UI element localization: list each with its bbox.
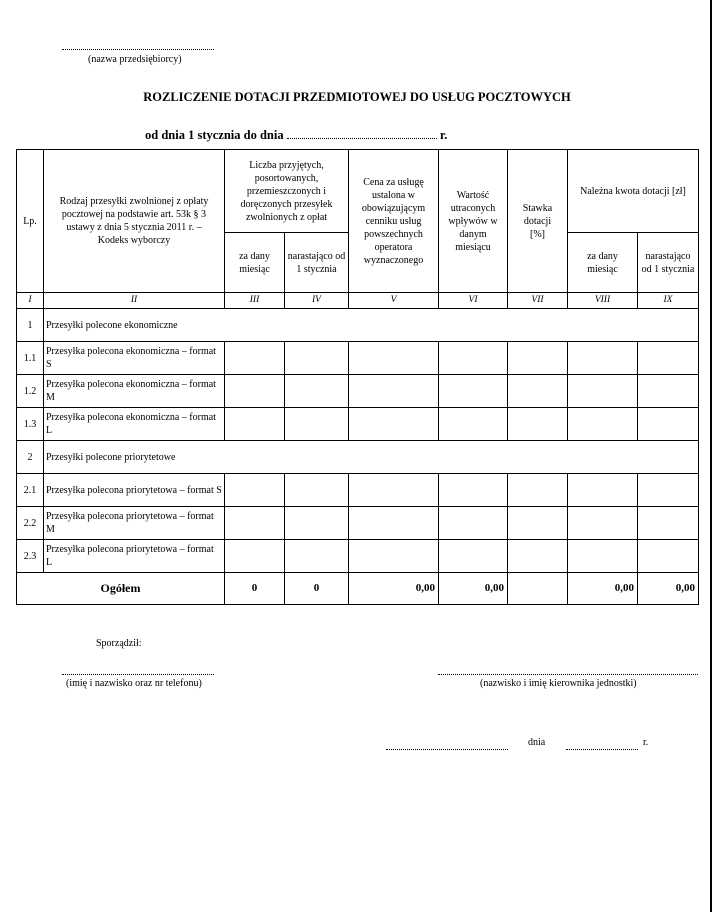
manager-signature-line[interactable] — [438, 674, 698, 675]
input-cell[interactable] — [638, 408, 699, 441]
col-type-header: Rodzaj przesyłki zwolnionej z opłaty pocztowej na podstawie art. 53k § 3 ustawy z dnia 5 stycznia 2011 r. – Kodeks wyborczy — [44, 150, 225, 293]
col-rate-header: Stawka dotacji [%] — [508, 150, 568, 293]
total-due-cumulative: 0,00 — [638, 573, 699, 605]
section-label: Przesyłki polecone ekonomiczne — [44, 309, 699, 342]
col-due-cumulative-header: narastająco od 1 stycznia — [638, 233, 699, 293]
col-cumulative-header: narastająco od 1 stycznia — [285, 233, 349, 293]
input-cell[interactable] — [349, 408, 439, 441]
total-label: Ogółem — [17, 573, 225, 605]
input-cell[interactable] — [439, 474, 508, 507]
input-cell[interactable] — [349, 540, 439, 573]
page-title: ROZLICZENIE DOTACJI PRZEDMIOTOWEJ DO USŁUG POCZTOWYCH — [143, 90, 571, 104]
input-cell[interactable] — [439, 408, 508, 441]
roman-cell: IV — [285, 293, 349, 309]
row-label: Przesyłka polecona ekonomiczna – format M — [44, 375, 225, 408]
place-field[interactable] — [386, 749, 508, 750]
input-cell[interactable] — [568, 507, 638, 540]
input-cell[interactable] — [638, 507, 699, 540]
table-row — [17, 408, 699, 441]
input-cell[interactable] — [225, 474, 285, 507]
table-row — [17, 375, 699, 408]
input-cell[interactable] — [349, 375, 439, 408]
row-lp: 2 — [17, 441, 44, 474]
input-cell[interactable] — [508, 474, 568, 507]
input-cell[interactable] — [568, 375, 638, 408]
col-month-header: za dany miesiąc — [225, 233, 285, 293]
input-cell[interactable] — [285, 474, 349, 507]
period-suffix: r. — [439, 128, 448, 142]
col-price-header: Cena za usługę ustalona w obowiązującym cenniku usług powszechnych operatora wyznaczonego — [349, 150, 439, 293]
header-row-1 — [17, 150, 699, 233]
input-cell[interactable] — [508, 375, 568, 408]
input-cell[interactable] — [508, 342, 568, 375]
roman-cell: VIII — [568, 293, 638, 309]
row-lp: 2.1 — [17, 474, 44, 507]
input-cell[interactable] — [225, 540, 285, 573]
input-cell[interactable] — [638, 342, 699, 375]
input-cell[interactable] — [285, 507, 349, 540]
total-row — [17, 573, 699, 605]
input-cell[interactable] — [508, 507, 568, 540]
roman-cell: IX — [638, 293, 699, 309]
input-cell[interactable] — [568, 342, 638, 375]
period-date-field[interactable] — [287, 128, 437, 139]
row-lp: 2.2 — [17, 507, 44, 540]
input-cell[interactable] — [439, 342, 508, 375]
table-row — [17, 507, 699, 540]
roman-cell: III — [225, 293, 285, 309]
input-cell[interactable] — [285, 540, 349, 573]
input-cell[interactable] — [439, 375, 508, 408]
section-label: Przesyłki polecone priorytetowe — [44, 441, 699, 474]
input-cell[interactable] — [568, 474, 638, 507]
row-lp: 2.3 — [17, 540, 44, 573]
row-label: Przesyłka polecona priorytetowa – format M — [44, 507, 225, 540]
row-lp: 1 — [17, 309, 44, 342]
input-cell[interactable] — [439, 540, 508, 573]
section-row-economy — [17, 309, 699, 342]
row-label: Przesyłka polecona ekonomiczna – format S — [44, 342, 225, 375]
total-price: 0,00 — [349, 573, 439, 605]
table-row — [17, 342, 699, 375]
input-cell[interactable] — [349, 474, 439, 507]
row-label: Przesyłka polecona ekonomiczna – format L — [44, 408, 225, 441]
roman-cell: II — [44, 293, 225, 309]
row-lp: 1.3 — [17, 408, 44, 441]
year-suffix: r. — [643, 737, 649, 748]
input-cell[interactable] — [349, 507, 439, 540]
roman-cell: VII — [508, 293, 568, 309]
input-cell[interactable] — [225, 375, 285, 408]
prepared-by-label: Sporządził: — [96, 638, 142, 649]
preparer-caption: (imię i nazwisko oraz nr telefonu) — [66, 678, 202, 689]
input-cell[interactable] — [568, 540, 638, 573]
input-cell[interactable] — [568, 408, 638, 441]
col-lp-header: Lp. — [17, 150, 44, 293]
company-caption: (nazwa przedsiębiorcy) — [88, 54, 182, 65]
input-cell[interactable] — [638, 540, 699, 573]
input-cell[interactable] — [285, 375, 349, 408]
roman-cell: V — [349, 293, 439, 309]
total-lost: 0,00 — [439, 573, 508, 605]
col-due-month-header: za dany miesiąc — [568, 233, 638, 293]
day-label: dnia — [528, 737, 546, 748]
date-field[interactable] — [566, 749, 638, 750]
input-cell[interactable] — [508, 540, 568, 573]
period-line — [145, 128, 447, 143]
col-due-group-header: Należna kwota dotacji [zł] — [568, 150, 699, 233]
table-row — [17, 540, 699, 573]
col-count-group-header: Liczba przyjętych, posortowanych, przemieszczonych i doręczonych przesyłek zwolnionych z opłat — [225, 150, 349, 233]
roman-numeral-row — [17, 293, 699, 309]
total-rate — [508, 573, 568, 605]
input-cell[interactable] — [638, 375, 699, 408]
input-cell[interactable] — [225, 507, 285, 540]
row-lp: 1.1 — [17, 342, 44, 375]
input-cell[interactable] — [508, 408, 568, 441]
row-lp: 1.2 — [17, 375, 44, 408]
company-name-line[interactable] — [62, 49, 214, 50]
input-cell[interactable] — [285, 408, 349, 441]
page-edge-line — [710, 0, 712, 912]
section-row-priority — [17, 441, 699, 474]
manager-caption: (nazwisko i imię kierownika jednostki) — [480, 678, 637, 689]
input-cell[interactable] — [439, 507, 508, 540]
input-cell[interactable] — [285, 342, 349, 375]
input-cell[interactable] — [225, 408, 285, 441]
preparer-signature-line[interactable] — [62, 674, 214, 675]
roman-cell: VI — [439, 293, 508, 309]
total-month: 0 — [225, 573, 285, 605]
input-cell[interactable] — [349, 342, 439, 375]
roman-cell: I — [17, 293, 44, 309]
settlement-table — [16, 149, 699, 605]
period-prefix: od dnia 1 stycznia do dnia — [145, 128, 284, 142]
col-lost-header: Wartość utraconych wpływów w danym miesiącu — [439, 150, 508, 293]
table-row — [17, 474, 699, 507]
row-label: Przesyłka polecona priorytetowa – format S — [44, 474, 225, 507]
total-cumulative: 0 — [285, 573, 349, 605]
row-label: Przesyłka polecona priorytetowa – format L — [44, 540, 225, 573]
input-cell[interactable] — [225, 342, 285, 375]
input-cell[interactable] — [638, 474, 699, 507]
total-due-month: 0,00 — [568, 573, 638, 605]
